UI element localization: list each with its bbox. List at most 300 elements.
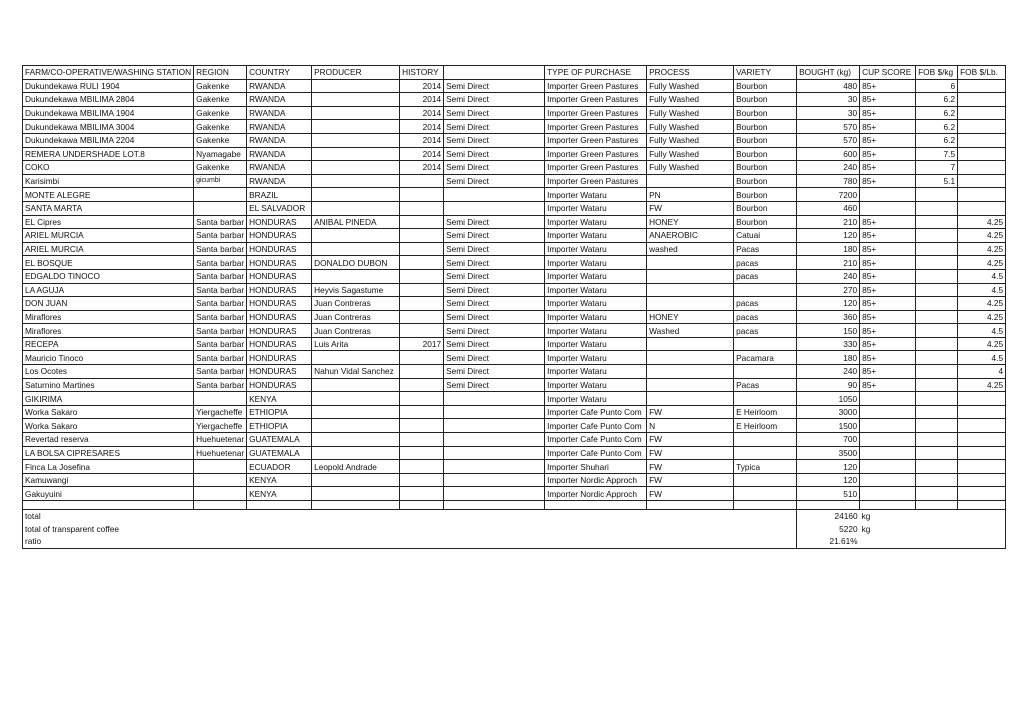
table-cell: Importer Green Pastures xyxy=(545,147,647,161)
table-cell xyxy=(647,269,734,283)
table-cell xyxy=(916,460,958,474)
table-cell: 510 xyxy=(797,487,860,501)
table-row xyxy=(23,147,1006,161)
table-cell xyxy=(958,405,1006,419)
table-cell: 6.2 xyxy=(916,93,958,107)
table-cell: Semi Direct xyxy=(444,351,545,365)
table-cell: EL Cipres xyxy=(23,215,194,229)
table-cell: LA BOLSA CIPRESARES xyxy=(23,446,194,460)
table-cell: ECUADOR xyxy=(247,460,312,474)
table-cell: RWANDA xyxy=(247,79,312,93)
table-cell xyxy=(400,487,444,501)
table-cell: Catuai xyxy=(734,229,797,243)
table-cell xyxy=(312,487,400,501)
table-row xyxy=(23,93,1006,107)
table-cell: 2014 xyxy=(400,147,444,161)
table-cell: Bourbon xyxy=(734,147,797,161)
table-row xyxy=(23,487,1006,501)
table-cell: 4.5 xyxy=(958,324,1006,338)
table-cell: Santa barbar xyxy=(194,365,247,379)
table-cell: pacas xyxy=(734,297,797,311)
table-cell xyxy=(647,351,734,365)
table-cell xyxy=(444,433,545,447)
table-cell: ANIBAL PINEDA xyxy=(312,215,400,229)
table-cell xyxy=(734,433,797,447)
table-cell: Semi Direct xyxy=(444,269,545,283)
table-cell xyxy=(400,460,444,474)
table-cell: 120 xyxy=(797,229,860,243)
table-cell xyxy=(860,473,916,487)
table-cell xyxy=(400,446,444,460)
table-cell: 85+ xyxy=(860,215,916,229)
table-cell xyxy=(958,174,1006,188)
table-row xyxy=(23,351,1006,365)
table-cell: Importer Wataru xyxy=(545,188,647,202)
summary-value: 24160 xyxy=(797,510,860,523)
table-cell xyxy=(194,201,247,215)
table-cell xyxy=(400,310,444,324)
summary-label: ratio xyxy=(23,535,797,548)
table-cell: 6 xyxy=(916,79,958,93)
table-cell: Santa barbar xyxy=(194,337,247,351)
table-row xyxy=(23,419,1006,433)
table-cell: pacas xyxy=(734,324,797,338)
table-cell: Santa barbar xyxy=(194,242,247,256)
table-cell: Gakuyuini xyxy=(23,487,194,501)
table-cell xyxy=(916,351,958,365)
table-cell: KENYA xyxy=(247,392,312,406)
table-cell: 85+ xyxy=(860,256,916,270)
table-cell xyxy=(860,433,916,447)
table-cell: KENYA xyxy=(247,473,312,487)
table-row xyxy=(23,378,1006,392)
table-cell: 85+ xyxy=(860,120,916,134)
table-cell xyxy=(400,392,444,406)
table-cell: MONTE ALEGRE xyxy=(23,188,194,202)
table-cell: Semi Direct xyxy=(444,297,545,311)
table-cell: Santa barbar xyxy=(194,378,247,392)
table-cell: Importer Wataru xyxy=(545,242,647,256)
table-cell xyxy=(312,378,400,392)
table-cell: Semi Direct xyxy=(444,79,545,93)
table-cell: 85+ xyxy=(860,337,916,351)
table-cell xyxy=(916,324,958,338)
table-cell: Importer Wataru xyxy=(545,215,647,229)
table-cell: Importer Cafe Punto Com xyxy=(545,405,647,419)
table-cell: 85+ xyxy=(860,93,916,107)
table-cell xyxy=(958,79,1006,93)
table-cell: Importer Green Pastures xyxy=(545,106,647,120)
table-row xyxy=(23,337,1006,351)
table-cell: Santa barbar xyxy=(194,297,247,311)
table-cell: EL BOSQUE xyxy=(23,256,194,270)
table-cell: 570 xyxy=(797,133,860,147)
column-header: FOB $/Lb. xyxy=(958,66,1006,80)
table-cell xyxy=(194,188,247,202)
table-cell: RWANDA xyxy=(247,106,312,120)
table-cell: Gakenke xyxy=(194,133,247,147)
table-cell: Los Ocotes xyxy=(23,365,194,379)
table-cell: ANAEROBIC xyxy=(647,229,734,243)
summary-row xyxy=(23,510,1006,523)
table-cell: 4.25 xyxy=(958,229,1006,243)
table-cell xyxy=(312,405,400,419)
header-row xyxy=(23,66,1006,80)
table-cell: Bourbon xyxy=(734,106,797,120)
table-cell: 85+ xyxy=(860,297,916,311)
table-cell xyxy=(400,324,444,338)
table-cell xyxy=(444,201,545,215)
summary-label: total of transparent coffee xyxy=(23,523,797,536)
table-cell: 85+ xyxy=(860,365,916,379)
column-header xyxy=(444,66,545,80)
table-cell: Fully Washed xyxy=(647,79,734,93)
table-cell: GIKIRIMA xyxy=(23,392,194,406)
column-header: VARIETY xyxy=(734,66,797,80)
table-cell: 85+ xyxy=(860,242,916,256)
table-cell: 85+ xyxy=(860,106,916,120)
table-cell xyxy=(400,297,444,311)
table-row xyxy=(23,215,1006,229)
summary-unit xyxy=(860,535,1006,548)
table-cell: 30 xyxy=(797,106,860,120)
table-cell: 2014 xyxy=(400,106,444,120)
table-cell: GUATEMALA xyxy=(247,446,312,460)
table-cell: EDGALDO TINOCO xyxy=(23,269,194,283)
table-cell: FW xyxy=(647,201,734,215)
table-cell: 2014 xyxy=(400,93,444,107)
table-cell: 240 xyxy=(797,269,860,283)
table-cell xyxy=(194,460,247,474)
table-cell: Fully Washed xyxy=(647,106,734,120)
table-cell: KENYA xyxy=(247,487,312,501)
table-cell xyxy=(916,473,958,487)
table-cell: Semi Direct xyxy=(444,147,545,161)
table-cell: pacas xyxy=(734,310,797,324)
table-cell xyxy=(312,419,400,433)
table-cell xyxy=(312,188,400,202)
table-cell xyxy=(734,446,797,460)
table-row xyxy=(23,106,1006,120)
table-cell xyxy=(734,473,797,487)
table-cell xyxy=(444,188,545,202)
table-cell: Gakenke xyxy=(194,93,247,107)
table-cell: Yiergacheffe xyxy=(194,419,247,433)
table-cell: 85+ xyxy=(860,351,916,365)
table-cell: Santa barbar xyxy=(194,256,247,270)
table-cell: Fully Washed xyxy=(647,161,734,175)
table-cell: 85+ xyxy=(860,147,916,161)
table-cell xyxy=(958,487,1006,501)
table-cell: 4.25 xyxy=(958,310,1006,324)
table-cell: Importer Wataru xyxy=(545,324,647,338)
table-cell: Semi Direct xyxy=(444,215,545,229)
column-header: FOB $/kg xyxy=(916,66,958,80)
table-cell: Santa barbar xyxy=(194,269,247,283)
table-cell xyxy=(860,392,916,406)
table-cell xyxy=(400,229,444,243)
table-cell xyxy=(400,351,444,365)
table-cell: Fully Washed xyxy=(647,120,734,134)
table-cell xyxy=(194,487,247,501)
table-cell: RWANDA xyxy=(247,147,312,161)
summary-label: total xyxy=(23,510,797,523)
table-cell xyxy=(916,215,958,229)
table-cell: 4.25 xyxy=(958,378,1006,392)
table-cell: ETHIOPIA xyxy=(247,405,312,419)
table-cell xyxy=(647,256,734,270)
table-cell xyxy=(734,392,797,406)
table-cell xyxy=(312,161,400,175)
table-cell: 4.25 xyxy=(958,337,1006,351)
table-cell: Importer Nordic Approch xyxy=(545,473,647,487)
table-row xyxy=(23,256,1006,270)
table-cell: Semi Direct xyxy=(444,106,545,120)
table-row xyxy=(23,79,1006,93)
table-cell xyxy=(312,242,400,256)
table-cell: Santa barbar xyxy=(194,229,247,243)
table-cell: Santa barbar xyxy=(194,283,247,297)
table-cell: 3000 xyxy=(797,405,860,419)
table-cell: 120 xyxy=(797,297,860,311)
table-cell xyxy=(312,106,400,120)
table-cell: 240 xyxy=(797,365,860,379)
table-cell: 7200 xyxy=(797,188,860,202)
table-cell: Washed xyxy=(647,324,734,338)
table-row xyxy=(23,473,1006,487)
table-row xyxy=(23,120,1006,134)
table-row xyxy=(23,297,1006,311)
table-cell xyxy=(444,501,545,510)
table-cell xyxy=(444,446,545,460)
table-row xyxy=(23,269,1006,283)
table-cell: DONALDO DUBON xyxy=(312,256,400,270)
table-cell: SANTA MARTA xyxy=(23,201,194,215)
spacer-row xyxy=(23,501,1006,510)
table-cell: Semi Direct xyxy=(444,93,545,107)
table-cell xyxy=(916,419,958,433)
table-cell xyxy=(400,419,444,433)
table-cell xyxy=(958,201,1006,215)
table-cell: Bourbon xyxy=(734,93,797,107)
table-cell: HONDURAS xyxy=(247,297,312,311)
table-cell: HONDURAS xyxy=(247,337,312,351)
table-cell: COKO xyxy=(23,161,194,175)
table-cell: 120 xyxy=(797,460,860,474)
table-cell: Bourbon xyxy=(734,133,797,147)
table-cell xyxy=(312,93,400,107)
table-cell: HONDURAS xyxy=(247,283,312,297)
table-cell xyxy=(958,446,1006,460)
table-cell xyxy=(400,201,444,215)
table-cell xyxy=(312,133,400,147)
table-cell: HONDURAS xyxy=(247,215,312,229)
table-cell xyxy=(400,188,444,202)
table-cell: Semi Direct xyxy=(444,174,545,188)
table-cell xyxy=(916,269,958,283)
table-cell xyxy=(958,392,1006,406)
table-cell: Finca La Josefina xyxy=(23,460,194,474)
table-cell xyxy=(916,337,958,351)
table-cell: 30 xyxy=(797,93,860,107)
table-cell: Worka Sakaro xyxy=(23,405,194,419)
table-cell xyxy=(916,188,958,202)
table-cell: 4.5 xyxy=(958,351,1006,365)
table-cell: washed xyxy=(647,242,734,256)
table-cell: ARIEL MURCIA xyxy=(23,229,194,243)
table-cell: Importer Green Pastures xyxy=(545,133,647,147)
table-cell: 4.5 xyxy=(958,269,1006,283)
table-cell: BRAZIL xyxy=(247,188,312,202)
table-cell: pacas xyxy=(734,256,797,270)
table-cell: 85+ xyxy=(860,269,916,283)
table-cell xyxy=(860,446,916,460)
table-cell xyxy=(400,433,444,447)
table-cell xyxy=(400,365,444,379)
table-cell: gicumbi xyxy=(194,174,247,188)
column-header: BOUGHT (kg) xyxy=(797,66,860,80)
table-cell xyxy=(400,242,444,256)
table-cell: Importer Nordic Approch xyxy=(545,487,647,501)
table-cell xyxy=(647,337,734,351)
table-cell: Semi Direct xyxy=(444,161,545,175)
table-cell xyxy=(958,473,1006,487)
table-cell: Importer Green Pastures xyxy=(545,120,647,134)
table-cell: 210 xyxy=(797,256,860,270)
table-row xyxy=(23,324,1006,338)
table-cell: 85+ xyxy=(860,283,916,297)
column-header: CUP SCORE xyxy=(860,66,916,80)
table-cell: Pacas xyxy=(734,378,797,392)
table-cell xyxy=(545,501,647,510)
table-cell: 6.2 xyxy=(916,133,958,147)
table-cell xyxy=(312,79,400,93)
table-cell: 240 xyxy=(797,161,860,175)
table-cell: Kamuwangi xyxy=(23,473,194,487)
table-cell xyxy=(916,229,958,243)
table-cell xyxy=(916,310,958,324)
column-header: REGION xyxy=(194,66,247,80)
summary-row xyxy=(23,535,1006,548)
table-cell: Saturnino Martines xyxy=(23,378,194,392)
table-cell xyxy=(23,501,194,510)
table-cell: Pacas xyxy=(734,242,797,256)
table-cell: Gakenke xyxy=(194,79,247,93)
table-cell: N xyxy=(647,419,734,433)
table-cell: Importer Wataru xyxy=(545,283,647,297)
table-cell xyxy=(916,501,958,510)
table-cell: ETHIOPIA xyxy=(247,419,312,433)
table-cell xyxy=(958,419,1006,433)
table-cell: HONDURAS xyxy=(247,310,312,324)
table-cell: Bourbon xyxy=(734,174,797,188)
table-cell: 7.5 xyxy=(916,147,958,161)
table-cell: Semi Direct xyxy=(444,229,545,243)
table-cell: HONDURAS xyxy=(247,378,312,392)
table-cell: HONDURAS xyxy=(247,365,312,379)
table-cell: 570 xyxy=(797,120,860,134)
table-row xyxy=(23,174,1006,188)
table-cell: Semi Direct xyxy=(444,283,545,297)
table-row xyxy=(23,433,1006,447)
table-cell: Importer Wataru xyxy=(545,310,647,324)
table-row xyxy=(23,201,1006,215)
table-cell xyxy=(860,201,916,215)
table-cell: 3500 xyxy=(797,446,860,460)
table-cell xyxy=(312,147,400,161)
table-cell xyxy=(860,460,916,474)
table-cell: 4.25 xyxy=(958,215,1006,229)
table-cell: Santa barbar xyxy=(194,351,247,365)
table-cell xyxy=(958,147,1006,161)
table-cell: Importer Wataru xyxy=(545,392,647,406)
table-cell: 85+ xyxy=(860,79,916,93)
table-cell: 6.2 xyxy=(916,120,958,134)
table-cell: 700 xyxy=(797,433,860,447)
table-cell: Yiergacheffe xyxy=(194,405,247,419)
table-cell: Semi Direct xyxy=(444,337,545,351)
table-cell: Santa barbar xyxy=(194,324,247,338)
table-row xyxy=(23,161,1006,175)
table-cell: E Heirloom xyxy=(734,419,797,433)
table-cell: Dukundekawa MBILIMA 2804 xyxy=(23,93,194,107)
table-row xyxy=(23,446,1006,460)
table-cell: Dukundekawa MBILIMA 1904 xyxy=(23,106,194,120)
table-cell: Importer Wataru xyxy=(545,337,647,351)
table-cell: Miraflores xyxy=(23,310,194,324)
table-cell xyxy=(312,201,400,215)
summary-unit: kg xyxy=(860,510,1006,523)
table-cell xyxy=(958,93,1006,107)
table-cell xyxy=(194,473,247,487)
table-cell xyxy=(860,188,916,202)
table-row xyxy=(23,283,1006,297)
table-cell: Importer Wataru xyxy=(545,256,647,270)
table-cell xyxy=(400,256,444,270)
table-cell xyxy=(916,365,958,379)
table-cell: Fully Washed xyxy=(647,93,734,107)
table-cell xyxy=(916,433,958,447)
table-cell xyxy=(647,392,734,406)
table-cell xyxy=(797,501,860,510)
table-cell: Fully Washed xyxy=(647,147,734,161)
column-header: COUNTRY xyxy=(247,66,312,80)
table-cell: Nyamagabe xyxy=(194,147,247,161)
table-row xyxy=(23,188,1006,202)
table-cell: RWANDA xyxy=(247,133,312,147)
table-cell: Bourbon xyxy=(734,79,797,93)
table-cell xyxy=(444,419,545,433)
table-cell xyxy=(734,283,797,297)
table-cell: RWANDA xyxy=(247,174,312,188)
table-cell xyxy=(958,501,1006,510)
table-cell xyxy=(194,392,247,406)
table-cell: 85+ xyxy=(860,174,916,188)
table-cell: 180 xyxy=(797,242,860,256)
table-cell xyxy=(400,269,444,283)
table-cell xyxy=(312,120,400,134)
table-cell: Importer Cafe Punto Com xyxy=(545,419,647,433)
table-cell: PN xyxy=(647,188,734,202)
table-cell: Dukundekawa RULI 1904 xyxy=(23,79,194,93)
table-cell xyxy=(312,229,400,243)
table-cell: 5.1 xyxy=(916,174,958,188)
table-cell: HONDURAS xyxy=(247,351,312,365)
table-cell xyxy=(734,487,797,501)
table-cell xyxy=(444,460,545,474)
table-row xyxy=(23,392,1006,406)
table-cell xyxy=(734,337,797,351)
